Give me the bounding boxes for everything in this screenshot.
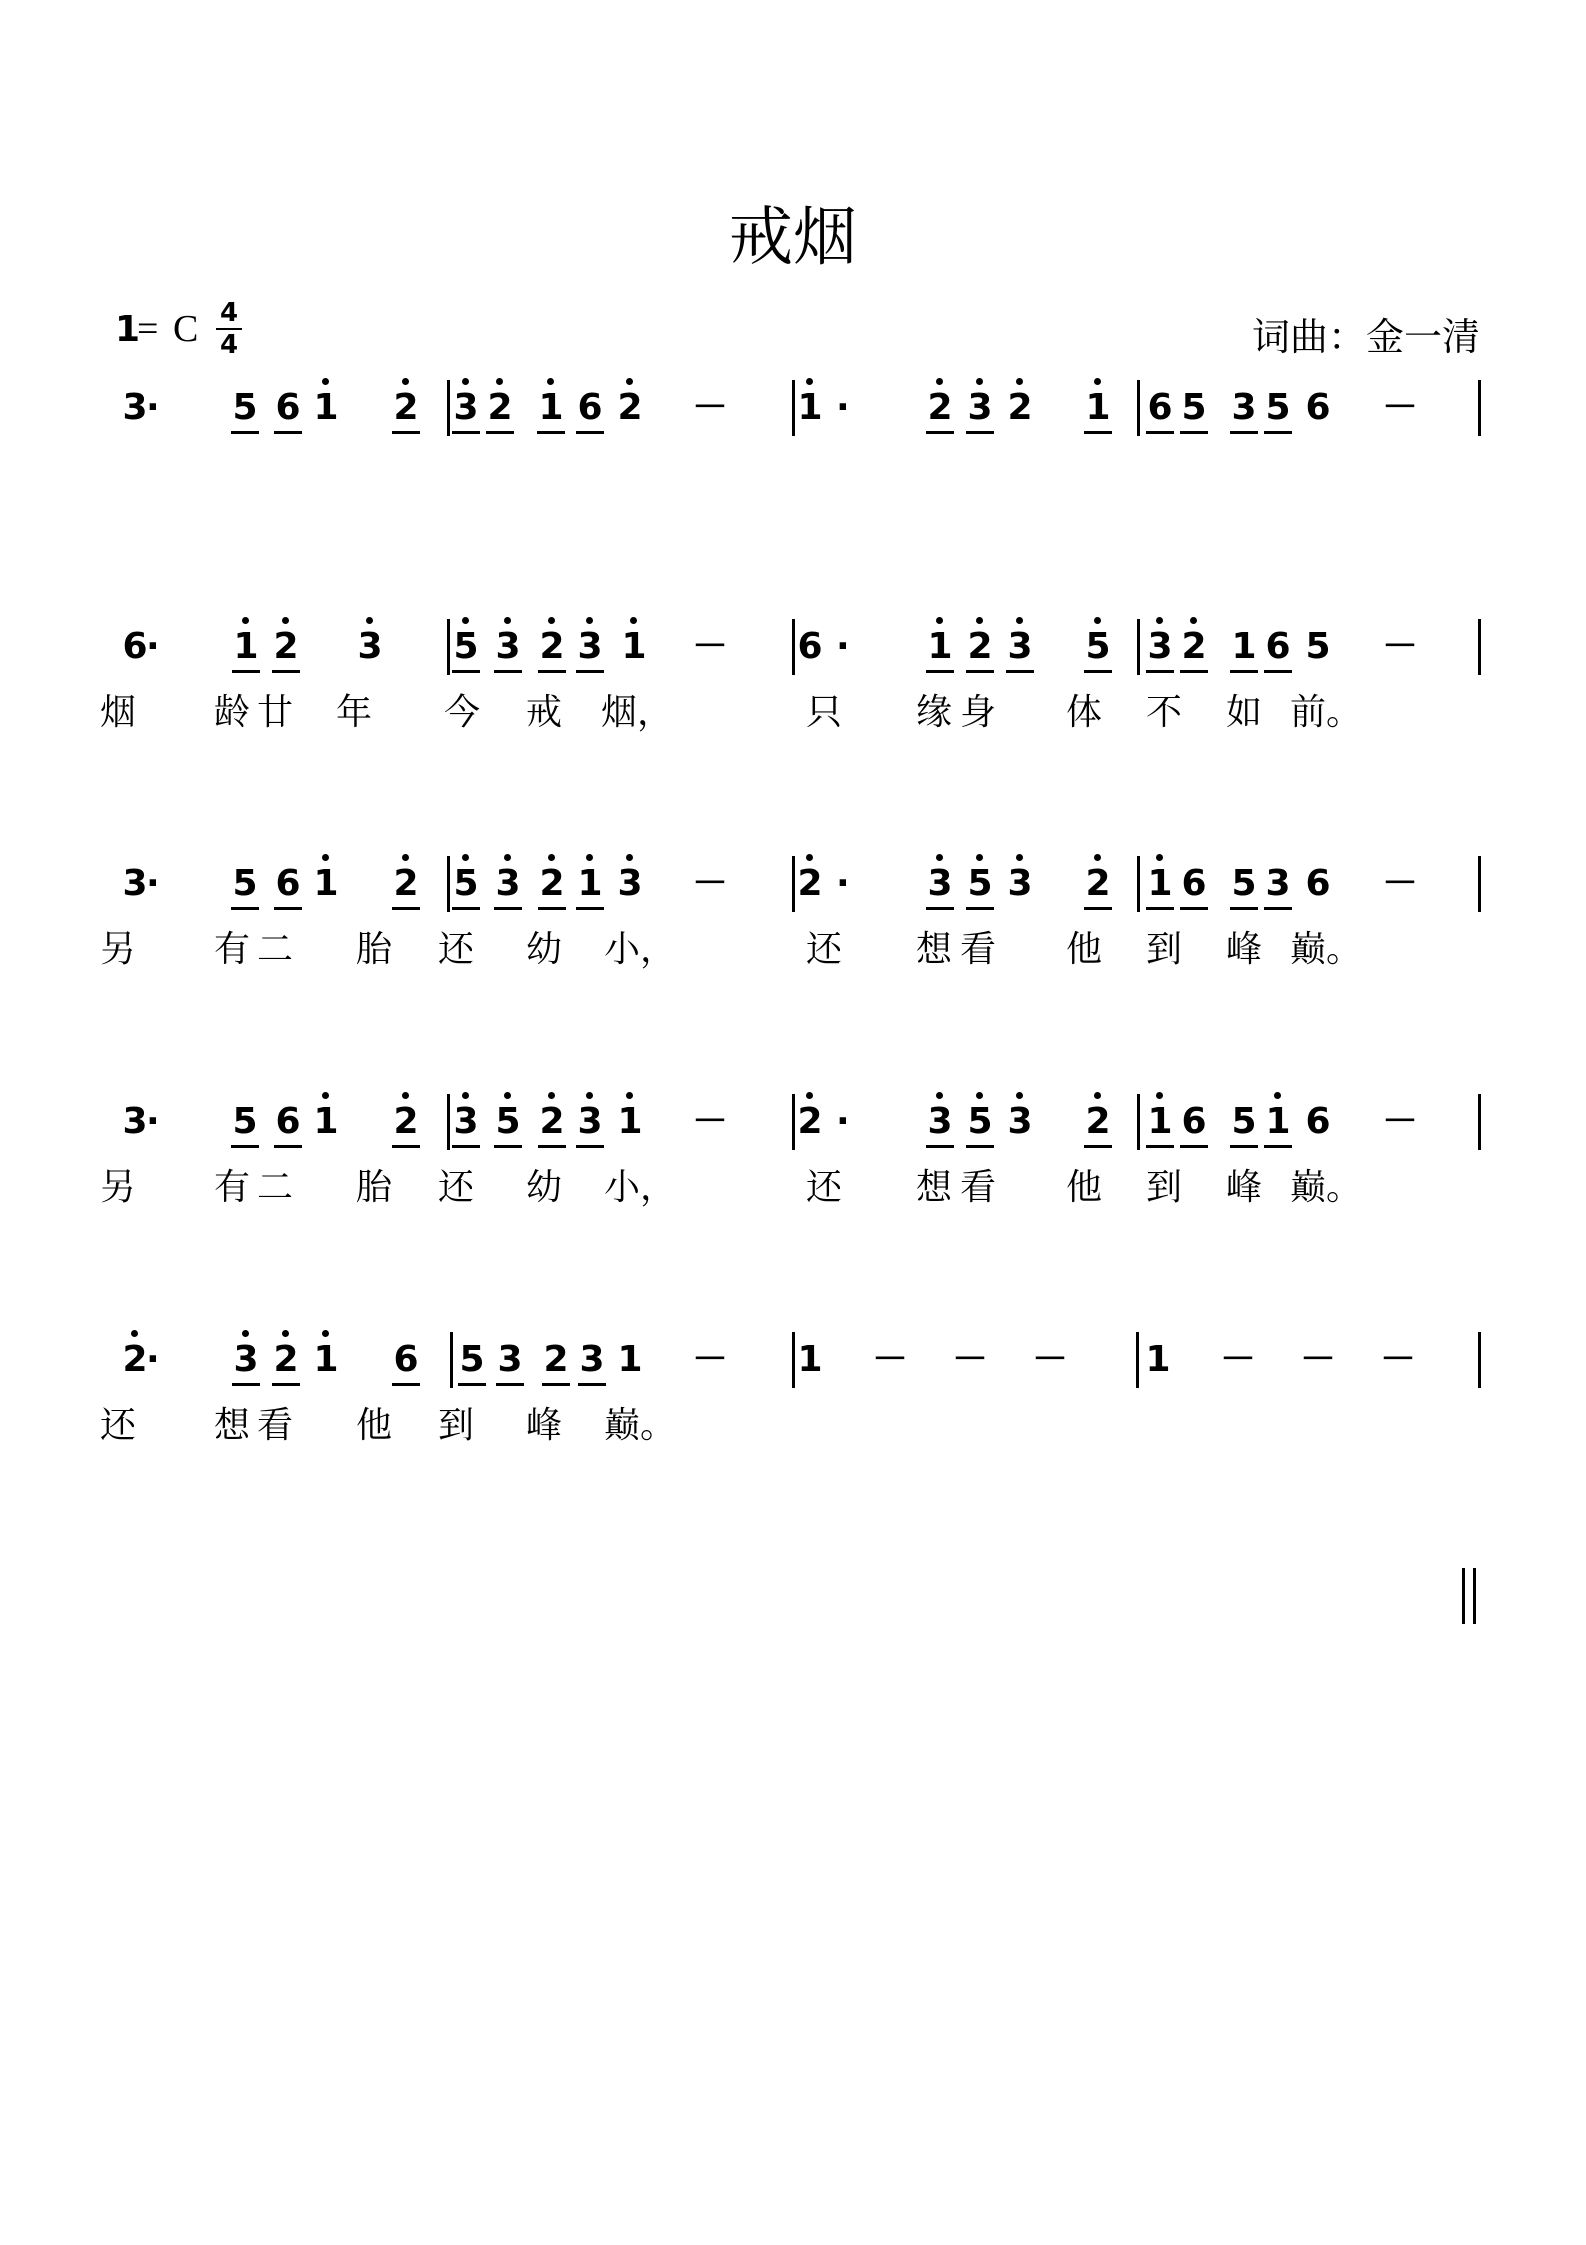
note: 2 — [1078, 864, 1118, 904]
note: 1 — [610, 1102, 650, 1142]
sustain-dash: － — [871, 1339, 908, 1380]
note: 1 — [790, 388, 830, 428]
lyric: 胎 — [355, 929, 392, 970]
note: 3 — [446, 1102, 486, 1142]
lyric: 戒 — [525, 692, 562, 733]
note: 2 — [532, 864, 572, 904]
lyric: 还 — [437, 1167, 474, 1208]
note: 3 — [570, 1102, 610, 1142]
note: 2 — [386, 388, 426, 428]
augmentation-dot: · — [146, 1339, 160, 1380]
score-line — [0, 864, 1586, 1024]
barline — [447, 1094, 450, 1150]
note: 6 — [1305, 387, 1331, 428]
barline — [1478, 1332, 1481, 1388]
note: 3 — [226, 1340, 266, 1380]
note: 5 — [225, 1102, 265, 1142]
lyric: 巅。 — [1290, 929, 1363, 970]
barline — [447, 856, 450, 912]
credit: 词曲：金一清 — [1251, 315, 1480, 359]
note: 6 — [1174, 864, 1214, 904]
barline — [447, 619, 450, 675]
time-signature-top: 4 — [216, 298, 242, 330]
barline — [1478, 1094, 1481, 1150]
sustain-dash: － — [1031, 1339, 1068, 1380]
note: 3 — [920, 864, 960, 904]
note: 2 — [536, 1340, 576, 1380]
note: 3 — [490, 1340, 530, 1380]
lyric: 有 — [213, 929, 250, 970]
note: 3 — [960, 388, 1000, 428]
note: 3 — [610, 864, 650, 904]
lyric: 龄 — [213, 692, 250, 733]
barline — [1136, 1332, 1139, 1388]
note: 6 — [1140, 388, 1180, 428]
note: 2 — [790, 1102, 830, 1142]
barline — [1137, 619, 1140, 675]
time-signature-bottom: 4 — [219, 330, 239, 360]
note: 3 — [446, 388, 486, 428]
note: 1 — [797, 1339, 823, 1380]
sustain-dash: － — [691, 1339, 728, 1380]
sustain-dash: － — [691, 1101, 728, 1142]
barline — [792, 619, 795, 675]
lyric: 到 — [437, 1405, 474, 1446]
barline — [792, 1094, 795, 1150]
barline — [1478, 856, 1481, 912]
note: 3 — [1000, 1102, 1040, 1142]
note: 1 — [920, 627, 960, 667]
note: 3 — [572, 1340, 612, 1380]
note: 5 — [488, 1102, 528, 1142]
lyric: 另 — [99, 1167, 136, 1208]
augmentation-dot: · — [836, 863, 850, 904]
sustain-dash: － — [1381, 1101, 1418, 1142]
sustain-dash: － — [1381, 626, 1418, 667]
note: 2 — [960, 627, 1000, 667]
lyric: 小， — [604, 1167, 677, 1208]
note: 3 — [1140, 627, 1180, 667]
lyric: 烟， — [601, 692, 674, 733]
note: 6 — [268, 1102, 308, 1142]
final-double-barline — [1462, 1568, 1476, 1624]
lyric: 二 — [256, 929, 293, 970]
lyric: 他 — [355, 1405, 392, 1446]
sustain-dash: － — [951, 1339, 988, 1380]
note: 6 — [1174, 1102, 1214, 1142]
note: 2 — [386, 864, 426, 904]
barline — [1478, 380, 1481, 436]
key-equals: = — [137, 308, 159, 350]
lyric: 前。 — [1290, 692, 1363, 733]
lyric: 幼 — [525, 929, 562, 970]
note: 6 — [268, 388, 308, 428]
augmentation-dot: · — [146, 387, 160, 428]
lyric: 巅。 — [1290, 1167, 1363, 1208]
song-title: 戒烟 — [729, 201, 857, 275]
barline — [792, 856, 795, 912]
note: 3 — [122, 1101, 148, 1142]
note: 6 — [122, 626, 148, 667]
note: 5 — [1258, 388, 1298, 428]
augmentation-dot: · — [146, 1101, 160, 1142]
note: 5 — [960, 1102, 1000, 1142]
note: 1 — [531, 388, 571, 428]
note: 3 — [1000, 864, 1040, 904]
time-signature — [216, 298, 242, 360]
lyric: 想 — [915, 1167, 952, 1208]
note: 3 — [122, 863, 148, 904]
note: 5 — [446, 627, 486, 667]
note: 2 — [610, 388, 650, 428]
note: 5 — [225, 864, 265, 904]
sustain-dash: － — [691, 863, 728, 904]
score-line — [0, 1340, 1586, 1500]
note: 1 — [306, 1102, 346, 1142]
lyric: 看 — [256, 1405, 293, 1446]
note: 6 — [386, 1340, 426, 1380]
barline — [792, 380, 795, 436]
note: 5 — [1224, 1102, 1264, 1142]
lyric: 还 — [437, 929, 474, 970]
lyric: 看 — [959, 929, 996, 970]
note: 5 — [452, 1340, 492, 1380]
lyric: 廿 — [256, 692, 293, 733]
lyric: 巅。 — [604, 1405, 677, 1446]
barline — [450, 1332, 453, 1388]
note: 5 — [1078, 627, 1118, 667]
lyric: 幼 — [525, 1167, 562, 1208]
lyric: 峰 — [525, 1405, 562, 1446]
note: 2 — [532, 1102, 572, 1142]
augmentation-dot: · — [836, 1101, 850, 1142]
note: 1 — [617, 1339, 643, 1380]
note: 1 — [1078, 388, 1118, 428]
sustain-dash: － — [1381, 387, 1418, 428]
note: 1 — [1140, 1102, 1180, 1142]
sustain-dash: － — [1379, 1339, 1416, 1380]
sustain-dash: － — [1219, 1339, 1256, 1380]
note: 1 — [1145, 1339, 1171, 1380]
lyric: 到 — [1145, 929, 1182, 970]
note: 6 — [1305, 863, 1331, 904]
note: 1 — [1258, 1102, 1298, 1142]
note: 2 — [920, 388, 960, 428]
augmentation-dot: · — [836, 626, 850, 667]
lyric: 年 — [335, 692, 372, 733]
note: 3 — [1000, 627, 1040, 667]
note: 2 — [1174, 627, 1214, 667]
lyric: 想 — [915, 929, 952, 970]
sustain-dash: － — [1381, 863, 1418, 904]
note: 1 — [306, 1340, 346, 1380]
note: 6 — [268, 864, 308, 904]
note: 2 — [532, 627, 572, 667]
lyric: 另 — [99, 929, 136, 970]
augmentation-dot: · — [146, 626, 160, 667]
note: 1 — [306, 864, 346, 904]
note: 3 — [920, 1102, 960, 1142]
note: 5 — [446, 864, 486, 904]
barline — [792, 1332, 795, 1388]
note: 2 — [480, 388, 520, 428]
lyric: 二 — [256, 1167, 293, 1208]
note: 3 — [122, 387, 148, 428]
lyric: 峰 — [1225, 929, 1262, 970]
note: 2 — [790, 864, 830, 904]
lyric: 胎 — [355, 1167, 392, 1208]
sustain-dash: － — [1299, 1339, 1336, 1380]
note: 2 — [1078, 1102, 1118, 1142]
note: 3 — [1224, 388, 1264, 428]
note: 1 — [570, 864, 610, 904]
barline — [1137, 380, 1140, 436]
score-line — [0, 388, 1586, 548]
sustain-dash: － — [691, 626, 728, 667]
note: 2 — [386, 1102, 426, 1142]
note: 1 — [1224, 627, 1264, 667]
barline — [1137, 856, 1140, 912]
note: 2 — [266, 627, 306, 667]
note: 1 — [1140, 864, 1180, 904]
augmentation-dot: · — [836, 387, 850, 428]
lyric: 峰 — [1225, 1167, 1262, 1208]
barline — [447, 380, 450, 436]
lyric: 如 — [1225, 692, 1262, 733]
lyric: 还 — [99, 1405, 136, 1446]
note: 2 — [1000, 388, 1040, 428]
score-line — [0, 627, 1586, 787]
augmentation-dot: · — [146, 863, 160, 904]
note: 6 — [1305, 1101, 1331, 1142]
note: 5 — [1224, 864, 1264, 904]
note: 1 — [614, 627, 654, 667]
lyric: 缘 — [915, 692, 952, 733]
lyric: 有 — [213, 1167, 250, 1208]
note: 3 — [570, 627, 610, 667]
note: 5 — [1305, 626, 1331, 667]
lyric: 不 — [1145, 692, 1182, 733]
note: 1 — [306, 388, 346, 428]
barline — [1137, 1094, 1140, 1150]
note: 3 — [350, 627, 390, 667]
note: 3 — [488, 864, 528, 904]
lyric: 小， — [604, 929, 677, 970]
lyric: 体 — [1065, 692, 1102, 733]
sustain-dash: － — [691, 387, 728, 428]
note: 6 — [797, 626, 823, 667]
note: 3 — [488, 627, 528, 667]
key-tonic: 1 — [115, 309, 141, 350]
barline — [1478, 619, 1481, 675]
lyric: 他 — [1065, 929, 1102, 970]
key-note: C — [173, 308, 199, 350]
note: 5 — [225, 388, 265, 428]
lyric: 身 — [959, 692, 996, 733]
note: 6 — [570, 388, 610, 428]
lyric: 今 — [443, 692, 480, 733]
lyric: 他 — [1065, 1167, 1102, 1208]
note: 5 — [960, 864, 1000, 904]
lyric: 还 — [805, 929, 842, 970]
note: 1 — [226, 627, 266, 667]
note: 5 — [1174, 388, 1214, 428]
note: 6 — [1258, 627, 1298, 667]
note: 2 — [266, 1340, 306, 1380]
lyric: 只 — [805, 692, 842, 733]
lyric: 想 — [213, 1405, 250, 1446]
note: 3 — [1258, 864, 1298, 904]
lyric: 到 — [1145, 1167, 1182, 1208]
note: 2 — [115, 1340, 155, 1380]
score-line — [0, 1102, 1586, 1262]
lyric: 看 — [959, 1167, 996, 1208]
lyric: 烟 — [99, 692, 136, 733]
lyric: 还 — [805, 1167, 842, 1208]
